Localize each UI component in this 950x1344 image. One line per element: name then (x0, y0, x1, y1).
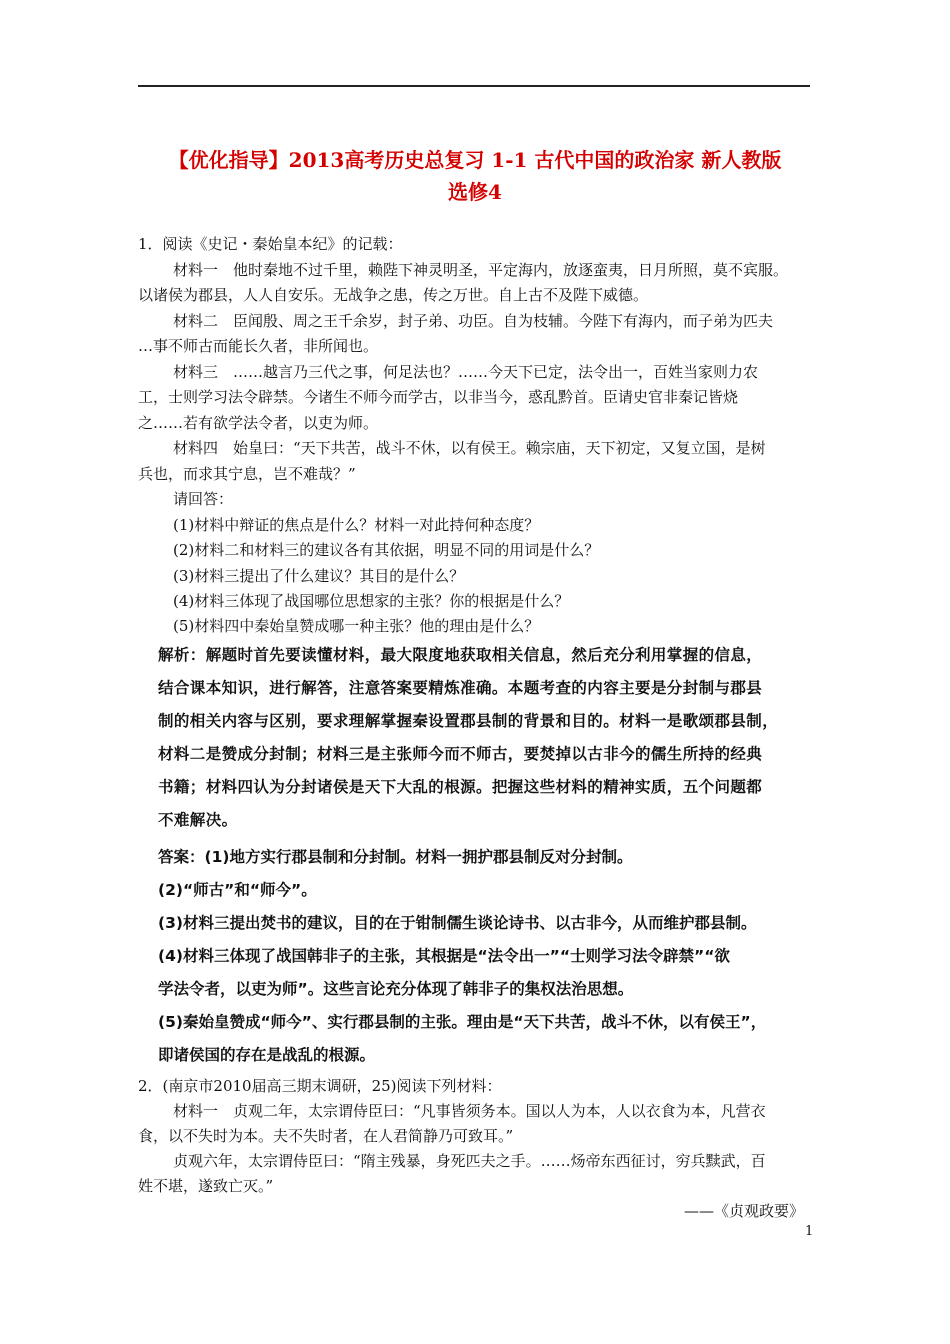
q2-material-1-line2: 食，以不失时为本。夫不失时者，在人君简静乃可致耳。” (138, 1127, 514, 1145)
q1-material-4-line2: 兵也，而求其宁息，岂不难哉？” (138, 465, 356, 483)
q1-material-2-line1: 材料二 臣闻殷、周之王千余岁，封子弟、功臣。自为枝辅。今陛下有海内，而子弟为匹夫 (173, 312, 774, 330)
q1-answer-5-line2: 即诸侯国的存在是战乱的根源。 (158, 1046, 376, 1064)
q1-subquestion-1: (1)材料中辩证的焦点是什么？材料一对此持何种态度？ (173, 516, 540, 534)
q1-answer-5-line1: (5)秦始皇赞成“师今”、实行郡县制的主张。理由是“天下共苦，战斗不休，以有侯王”， (158, 1013, 767, 1031)
q1-material-1-line2: 以诸侯为郡县，人人自安乐。无战争之患，传之万世。自上古不及陛下威德。 (138, 286, 649, 304)
q2-material-1-line3: 贞观六年，太宗谓侍臣曰：“隋主残暴，身死匹夫之手。……炀帝东西征讨，穷兵黩武，百 (173, 1152, 766, 1170)
q1-analysis-line6: 不难解决。 (158, 811, 238, 829)
q1-analysis-line2: 结合课本知识，进行解答，注意答案要精炼准确。本题考查的内容主要是分封制与郡县 (158, 679, 763, 697)
q2-material-1-line1: 材料一 贞观二年，太宗谓侍臣曰：“凡事皆须务本。国以人为本，人以衣食为本，凡营衣 (173, 1102, 766, 1120)
q1-analysis-line5: 书籍；材料四认为分封诸侯是天下大乱的根源。把握这些材料的精神实质，五个问题都 (158, 778, 763, 796)
q1-answer-1: 答案：(1)地方实行郡县制和分封制。材料一拥护郡县制反对分封制。 (158, 848, 633, 866)
document-title-line1: 【优化指导】2013高考历史总复习 1-1 古代中国的政治家 新人教版 (168, 148, 782, 172)
q1-answer-4-line1: (4)材料三体现了战国韩非子的主张，其根据是“法令出一”“士则学习法令辟禁”“欲 (158, 947, 730, 965)
q1-answer-4-line2: 学法令者，以吏为师”。这些言论充分体现了韩非子的集权法治思想。 (158, 980, 634, 998)
q1-material-1-line1: 材料一 他时秦地不过千里，赖陛下神灵明圣，平定海内，放逐蛮夷，日月所照，莫不宾服。 (173, 261, 789, 279)
page-number: 1 (805, 1224, 814, 1239)
question-1-stem: 1．阅读《史记・秦始皇本纪》的记载： (138, 235, 403, 253)
q1-material-4-line1: 材料四 始皇曰：“天下共苦，战斗不休，以有侯王。赖宗庙，天下初定，又复立国，是树 (173, 439, 766, 457)
q1-subquestion-2: (2)材料二和材料三的建议各有其依据，明显不同的用词是什么？ (173, 541, 600, 559)
question-2-stem: 2．(南京市2010届高三期末调研，25)阅读下列材料： (138, 1077, 502, 1095)
q1-subquestion-3: (3)材料三提出了什么建议？其目的是什么？ (173, 567, 465, 585)
q1-analysis-line3: 制的相关内容与区别，要求理解掌握秦设置郡县制的背景和目的。材料一是歌颂郡县制， (158, 712, 779, 730)
q1-answer-3: (3)材料三提出焚书的建议，目的在于钳制儒生谈论诗书、以古非今，从而维护郡县制。 (158, 914, 757, 932)
q1-answer-2: (2)“师古”和“师今”。 (158, 881, 317, 899)
q1-subquestion-4: (4)材料三体现了战国哪位思想家的主张？你的根据是什么？ (173, 592, 570, 610)
q1-material-3-line2: 工，士则学习法令辟禁。今诸生不师今而学古，以非当今，惑乱黔首。臣请史官非秦记皆烧 (138, 388, 739, 406)
q1-analysis-line4: 材料二是赞成分封制；材料三是主张师今而不师古，要焚掉以古非今的儒生所持的经典 (158, 745, 763, 763)
q2-source-citation: ——《贞观政要》 (683, 1202, 804, 1220)
document-title-line2: 选修4 (448, 180, 502, 204)
q1-material-3-line3: 之……若有欲学法令者，以吏为师。 (138, 414, 379, 432)
q1-subquestion-5: (5)材料四中秦始皇赞成哪一种主张？他的理由是什么？ (173, 617, 540, 635)
q1-analysis-line1: 解析：解题时首先要读懂材料，最大限度地获取相关信息，然后充分利用掌握的信息， (158, 646, 763, 664)
q1-material-3-line1: 材料三 ……越言乃三代之事，何足法也？……今天下已定，法令出一，百姓当家则力农 (173, 363, 759, 381)
q1-material-2-line2: …事不师古而能长久者，非所闻也。 (138, 337, 379, 355)
q1-ask-label: 请回答： (173, 490, 234, 508)
header-rule (138, 85, 810, 87)
q2-material-1-line4: 姓不堪，遂致亡灭。” (138, 1177, 274, 1195)
